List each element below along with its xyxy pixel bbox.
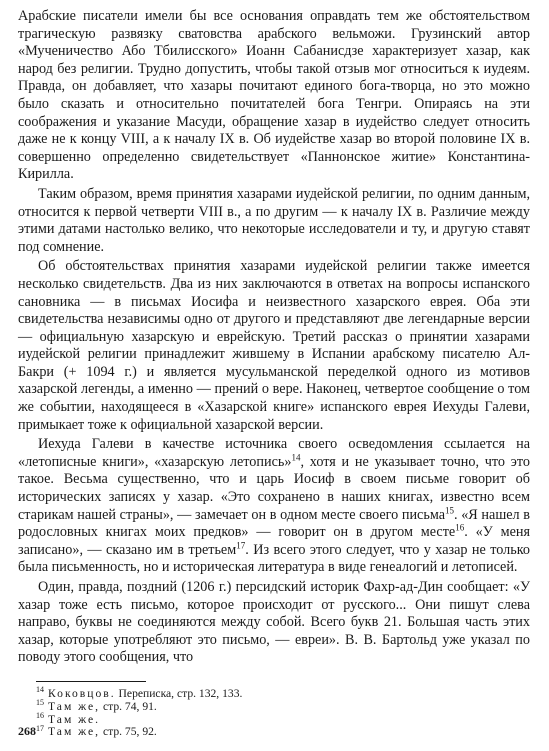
paragraph: [18, 436, 530, 577]
footnote-detail: стр. 74, 91.: [100, 699, 157, 713]
footnote-number: 14: [36, 685, 44, 695]
footnote-source: Там же,: [48, 699, 101, 713]
footnote-divider: [36, 681, 146, 682]
footnote-ref: 16: [455, 522, 465, 533]
footnote-number: 15: [36, 697, 44, 707]
footnote-ref: 15: [445, 504, 454, 515]
footnote-ref: 14: [291, 452, 301, 463]
page-number: 268: [18, 724, 36, 738]
paragraph: [18, 579, 530, 667]
main-text: [18, 8, 530, 667]
paragraph-text: Иехуда Галеви в качестве источника своего осведомления ссылается на «летописные книги», «хазарскую летопись»: [18, 436, 530, 470]
page-body: [18, 8, 530, 739]
paragraph-text: . «У меня записано», — сказано им в третьем: [18, 524, 530, 558]
paragraph-text: Арабские писатели имели бы все основания оправдать тем же обстоятельством трагическую развязку сватовства арабского вельможи. Грузинский автор «Мученичество Або Тбилисского» Иоанн Сабанисдзе характеризует хазар, как народ без религии. Трудно допустить, чтобы такой отзыв мог относиться к иудеям. Правда, он добавляет, что хазары почитают единого бога-творца, но это можно было сказать и относительно почитателей бога Тенгри. Опираясь на эти соображения и указание Масуди, обращение хазар в иудейство следует относить даже не к концу VIII, а к началу IX в. Об иудействе хазар во второй половине IX в. совершенно определенно свидетельствует «Паннонское житие» Константина-Кирилла.: [18, 8, 530, 183]
footnote-detail: стр. 75, 92.: [100, 725, 157, 739]
paragraph: [18, 8, 530, 184]
footnote-source: Там же,: [48, 725, 101, 739]
paragraph-text: Таким образом, время принятия хазарами иудейской религии, по одним данным, относится к первой четверти VIII в., а по другим — к началу IX в. Различие между этими датами настолько велико, что некоторые исследователи и ту, и другую ставят под сомнение.: [18, 185, 530, 255]
paragraph-text: Об обстоятельствах принятия хазарами иудейской религии также имеется несколько свидетельств. Два из них заключаются в ответах на вопросы испанского сановника — в письмах Иосифа и неизвестного хазарского еврея. Оба эти свидетельства независимы одно от другого и представляют две легендарные версии — официальную хазарскую и еврейскую. Третий рассказ о принятии хазарами иудейской религии принадлежит жившему в Испании арабскому писателю Ал-Бакри (+ 1094 г.) и является мусульманской переделкой одного из мотивов хазарской легенды, а именно — прений о вере. Наконец, четвертое сообщение о том же событии, находящееся в «Хазарской книге» испанского еврея Иехуды Галеви, примыкает тоже к официальной хазарской версии.: [18, 258, 530, 433]
footnote-ref: 17: [236, 540, 246, 551]
paragraph-text: , хотя и не указывает точно, что это такое. Весьма существенно, что и царь Иосиф в своем письме говорит об исторических записях у хазар. «Это сохранено в наших книгах, известно всем старикам нашей страны», — замечает он в одном месте своего письма: [18, 453, 530, 523]
paragraph-text: . «Я нашел в родословных книгах моих предков» — говорит он в другом месте: [18, 506, 530, 541]
footnote-source: Там же.: [48, 712, 101, 726]
footnote-source: Коковцов.: [48, 686, 116, 700]
footnote: [36, 697, 530, 714]
paragraph-text: Один, правда, поздний (1206 г.) персидский историк Фахр-ад-Дин сообщает: «У хазар тоже есть письмо, которое происходит от русского... Они пишут слева направо, буквы не соединяются между собой. Всего букв 21. Большая часть этих хазар, которые употребляют это письмо, — евреи». В. В. Бартольд уже указал по поводу этого сообщения, что: [18, 579, 530, 666]
footnotes: [36, 685, 530, 739]
footnote-number: 17: [36, 723, 44, 733]
paragraph: [18, 186, 530, 256]
footnote: [36, 723, 530, 739]
paragraph: [18, 258, 530, 434]
footnote-number: 16: [36, 710, 44, 720]
paragraph-text: . Из всего этого следует, что у хазар не только была письменность, но и историческая литература в виде генеалогий и летописей.: [18, 541, 530, 576]
footnote-detail: Переписка, стр. 132, 133.: [115, 686, 243, 700]
